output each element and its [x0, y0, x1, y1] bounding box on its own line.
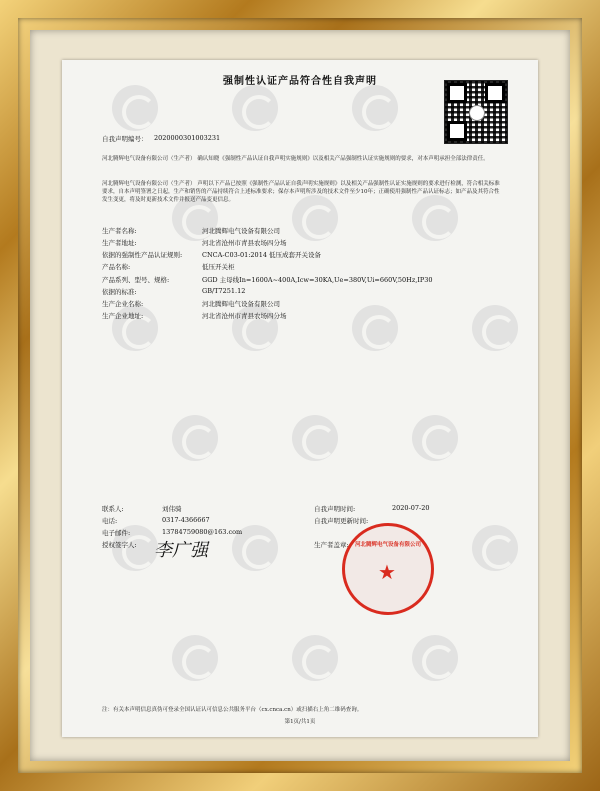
qr-finder-icon	[447, 83, 467, 103]
field-value: GGD 主母线In=1600A~400A,Icw=30KA,Ue=380V,Ui=660V,50Hz,IP30	[202, 276, 433, 284]
field-value: 河北腾辉电气设备有限公司	[202, 300, 280, 308]
watermark-icon	[172, 415, 218, 461]
field-value: 河北省沧州市青县农场四分场	[202, 312, 287, 320]
watermark-icon	[352, 85, 398, 131]
declaration-number: 2020000301003231	[154, 134, 221, 142]
watermark-icon	[292, 635, 338, 681]
update-date-label: 自我声明更新时间:	[314, 517, 369, 525]
field-value: 低压开关柜	[202, 263, 235, 271]
email-label: 电子邮件:	[102, 529, 131, 537]
phone-label: 电话:	[102, 517, 118, 525]
field-label: 依据的标准:	[102, 288, 137, 296]
field-label: 生产企业名称:	[102, 300, 144, 308]
contact-person: 刘伟骑	[162, 505, 182, 513]
signer-label: 授权签字人:	[102, 541, 137, 549]
qr-finder-icon	[447, 121, 467, 141]
phone: 0317-4366667	[162, 516, 210, 524]
seal-text: 河北腾辉电气设备有限公司	[354, 542, 421, 548]
watermark-icon	[292, 415, 338, 461]
declaration-paragraph-1: 河北腾辉电气设备有限公司（生产者） 确认知晓《强制性产品认证自我声明实施规则》以及相关产品强制性认证实施规则的要求，对本声明承担全部法律责任。	[102, 156, 489, 162]
watermark-icon	[472, 305, 518, 351]
seal-label: 生产者盖章:	[314, 541, 349, 549]
declaration-paragraph-2: 河北腾辉电气设备有限公司（生产者） 声明以下产品已按照《强制性产品认证自我声明实施规则》以及相关产品强制性认证实施规则的要求进行检测，符合相关标准要求，自本声明签署之日起，生产和销售的产品持续符合上述标准要求；保存本声明所涉及的技术文件至少10年；正确使用强制性产品认证标志；如产品及其符合性发生变更，将及时更新技术文件并报送产品变更信息。	[102, 181, 500, 203]
watermark-icon	[112, 85, 158, 131]
field-value: GB/T7251.12	[202, 287, 246, 295]
field-value: 河北腾辉电气设备有限公司	[202, 227, 280, 235]
watermark-icon	[412, 635, 458, 681]
contact-person-label: 联系人:	[102, 505, 124, 513]
field-label: 产品系列、型号、规格:	[102, 276, 170, 284]
document-title: 强制性认证产品符合性自我声明	[223, 76, 377, 87]
field-label: 生产企业地址:	[102, 312, 144, 320]
page-number: 第1页/共1页	[284, 719, 316, 725]
field-label: 依据的强制性产品认证规则:	[102, 251, 183, 259]
watermark-icon	[472, 525, 518, 571]
field-label: 产品名称:	[102, 263, 131, 271]
declaration-number-label: 自我声明编号：	[102, 135, 148, 143]
field-value: 河北省沧州市青县农场四分场	[202, 239, 287, 247]
field-value: CNCA-C03-01:2014 低压成套开关设备	[202, 251, 322, 259]
watermark-icon	[172, 635, 218, 681]
certificate-document	[62, 60, 538, 737]
watermark-icon	[232, 85, 278, 131]
declaration-date: 2020-07-20	[392, 504, 430, 512]
field-label: 生产者名称:	[102, 227, 137, 235]
company-seal	[342, 523, 434, 615]
field-label: 生产者地址:	[102, 239, 137, 247]
watermark-icon	[352, 305, 398, 351]
qr-code-icon[interactable]	[444, 80, 508, 144]
star-icon: ★	[378, 560, 396, 584]
signature: 李广强	[154, 540, 208, 561]
declaration-date-label: 自我声明时间:	[314, 505, 356, 513]
watermark-icon	[412, 415, 458, 461]
qr-finder-icon	[485, 83, 505, 103]
qr-logo-icon	[469, 105, 485, 121]
email: 13784759080@163.com	[162, 528, 243, 536]
footer-note: 注：有关本声明信息真伪可登录全国认证认可信息公共服务平台（cx.cnca.cn）或扫描右上角二维码查询。	[102, 707, 363, 713]
